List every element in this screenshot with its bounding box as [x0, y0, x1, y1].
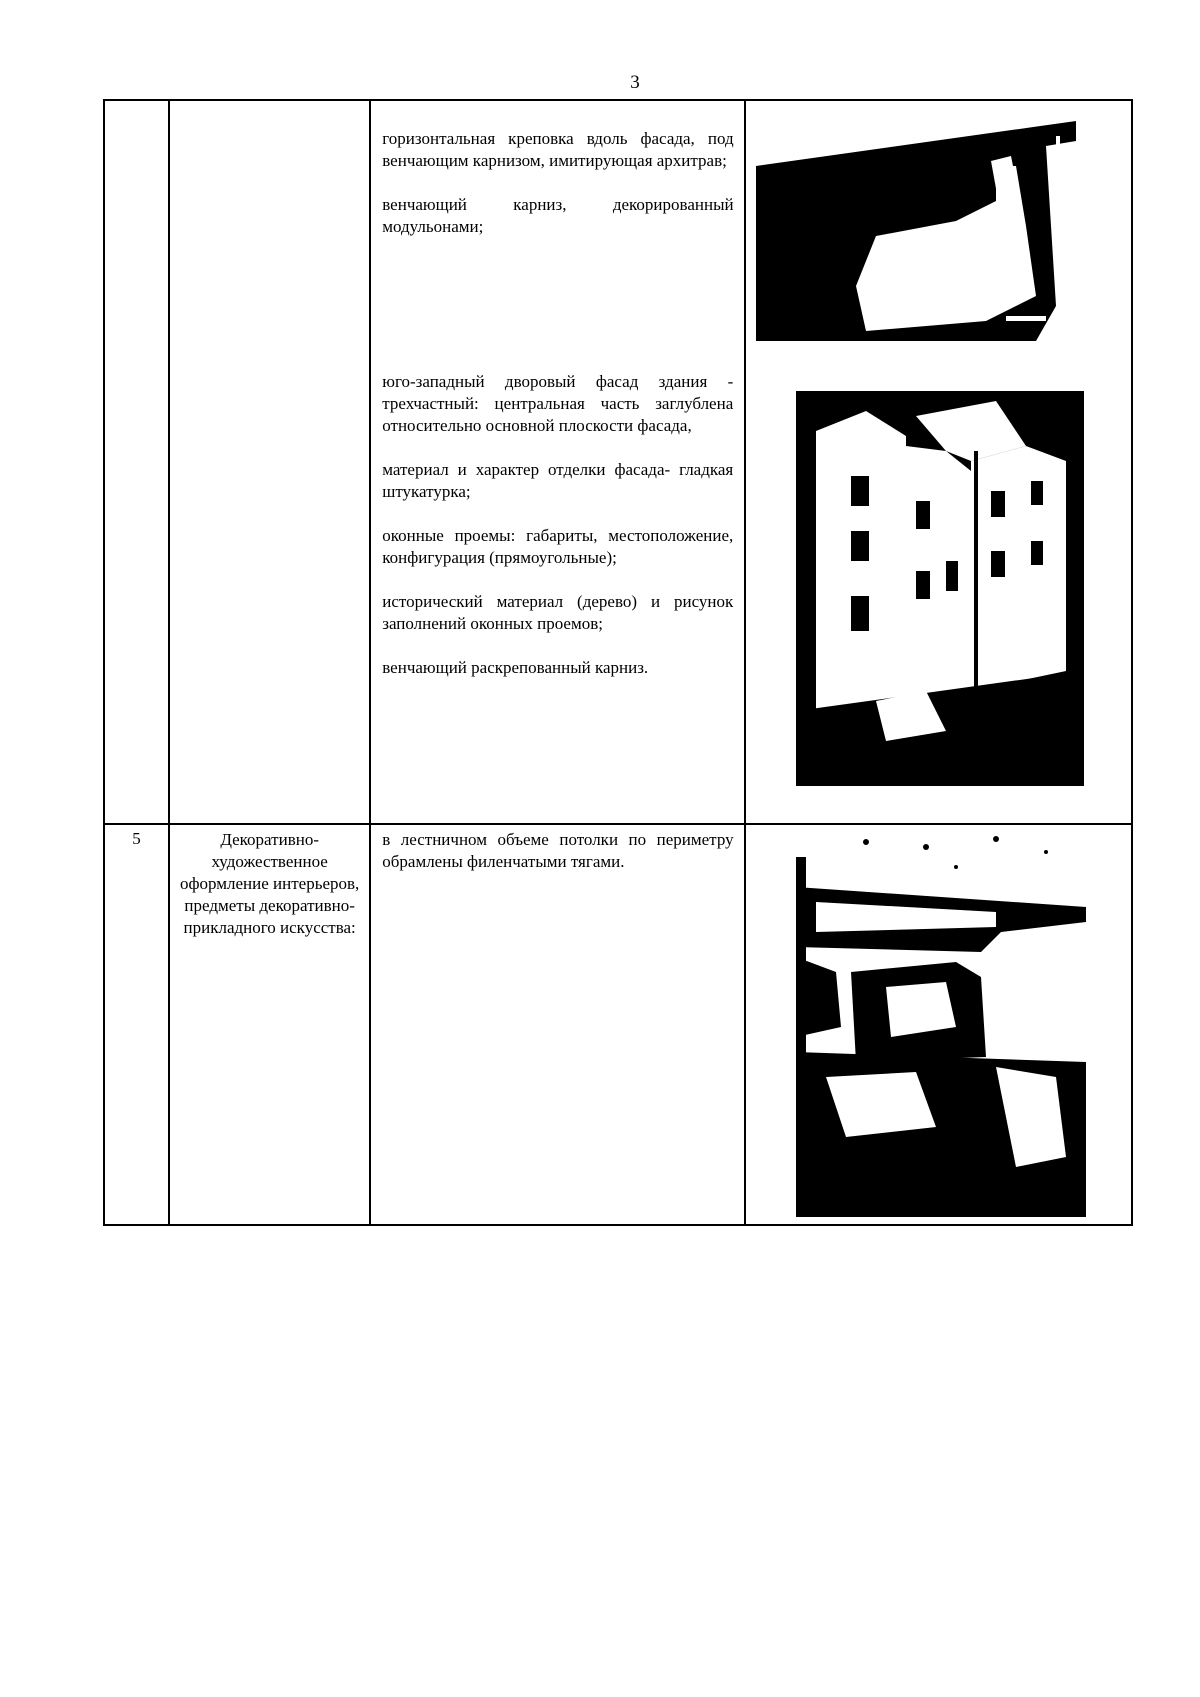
table-row [104, 824, 1132, 1225]
row-name: Декоративно-художественное оформление интерьеров, предметы декоративно-прикладного искусства: [180, 830, 360, 937]
description-paragraph: в лестничном объеме потолки по периметру обрамлены филенчатыми тягами. [382, 830, 734, 871]
row-number: 5 [132, 829, 141, 848]
row-name-cell [169, 824, 370, 1225]
heritage-table [103, 99, 1133, 1226]
photo-cell [745, 100, 1132, 824]
description-paragraph: исторический материал (дерево) и рисунок заполнений оконных проемов; [382, 592, 734, 633]
row-name [170, 101, 369, 105]
description-cell [370, 100, 744, 824]
description-cell [370, 824, 744, 1225]
stairwell-ceiling-photo [796, 827, 1086, 1217]
page-number: 3 [630, 72, 640, 93]
table-row [104, 100, 1132, 824]
courtyard-facade-photo [796, 391, 1084, 786]
photo-cell [745, 824, 1132, 1225]
row-number-cell [104, 824, 169, 1225]
row-number [105, 101, 168, 105]
description-paragraph: венчающий раскрепованный карниз. [382, 658, 649, 677]
row-number-cell [104, 100, 169, 824]
row-name-cell [169, 100, 370, 824]
description-paragraph: венчающий карниз, декорированный модульонами; [382, 195, 734, 236]
description-paragraph: оконные проемы: габариты, местоположение, конфигурация (прямоугольные); [382, 526, 734, 567]
description-paragraph: материал и характер отделки фасада- гладкая штукатурка; [382, 460, 734, 501]
description-paragraph: горизонтальная креповка вдоль фасада, под венчающим карнизом, имитирующая архитрав; [382, 129, 734, 170]
description-paragraph: юго-западный дворовый фасад здания - трехчастный: центральная часть заглублена относительно основной плоскости фасада, [382, 372, 734, 435]
cornice-photo [756, 106, 1076, 341]
